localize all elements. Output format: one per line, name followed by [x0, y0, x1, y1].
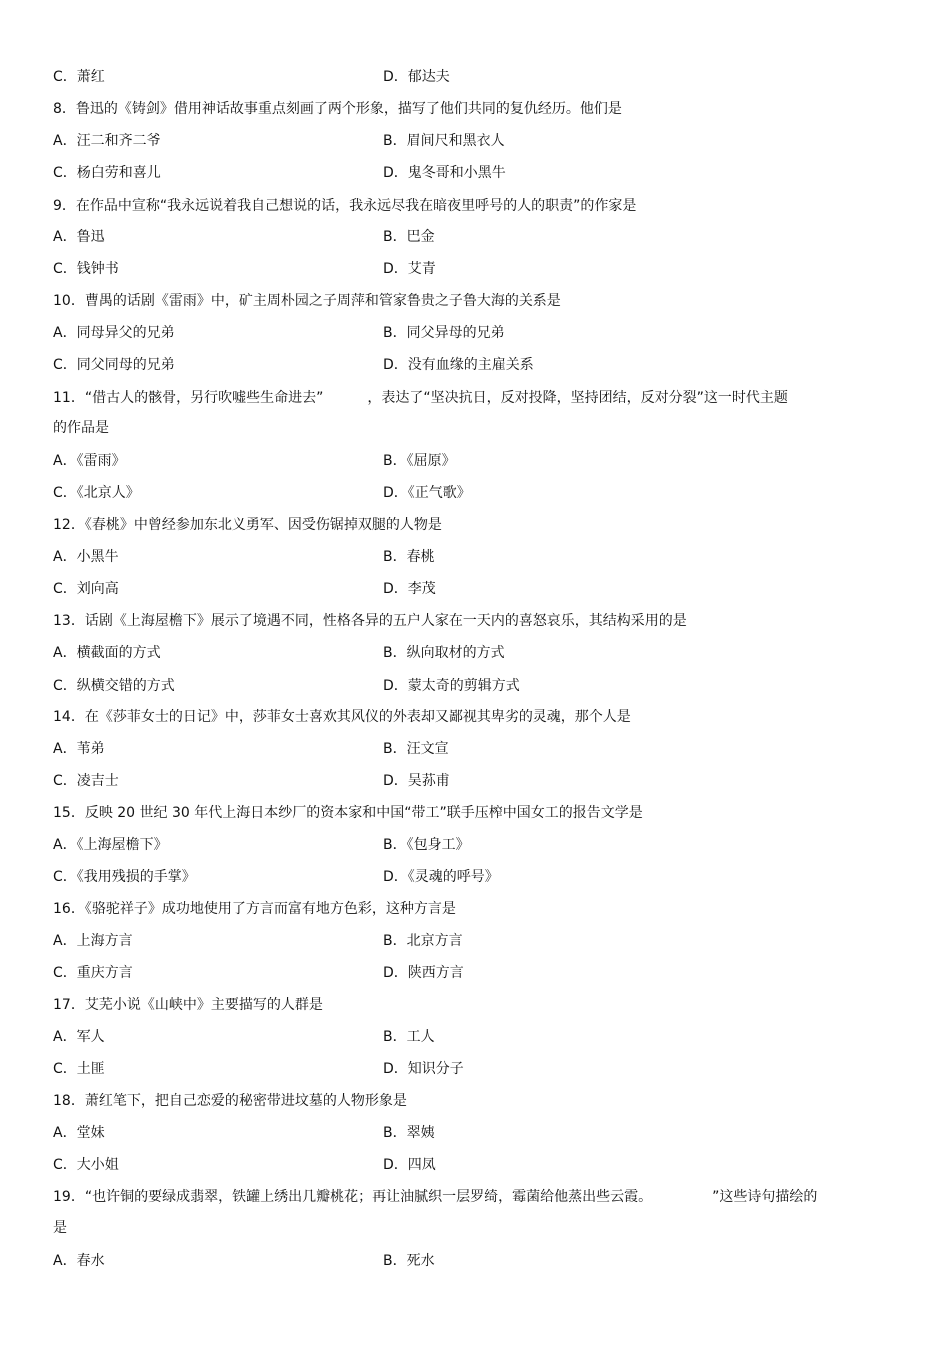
- q12-stem: 12．《春桃》中曾经参加东北义勇军、因受伤锯掉双腿的人物是: [53, 517, 442, 533]
- q14-option-b: B．汪文宣: [383, 741, 449, 757]
- q8-option-a: A．汪二和齐二爷: [53, 133, 161, 149]
- q19-option-a: A．春水: [53, 1253, 105, 1269]
- q10-option-b: B．同父异母的兄弟: [383, 325, 505, 341]
- q11-option-c: C．《北京人》: [53, 485, 140, 501]
- q9-stem: 9．在作品中宣称“我永远说着我自己想说的话，我永远尽我在暗夜里呼号的人的职责”的作家是: [53, 198, 637, 214]
- q11-stem: [53, 389, 910, 407]
- q14-stem: 14．在《莎菲女士的日记》中，莎菲女士喜欢其风仪的外表却又鄙视其卑劣的灵魂，那个人是: [53, 709, 631, 725]
- q12-option-b: B．春桃: [383, 549, 435, 565]
- q17-option-c: C．土匪: [53, 1061, 105, 1077]
- q19-stem-part2: ”这些诗句描绘的: [712, 1189, 818, 1205]
- q10-option-d: D．没有血缘的主雇关系: [383, 357, 534, 373]
- q15-option-d: D．《灵魂的呼号》: [383, 869, 499, 885]
- q15-option-a: A．《上海屋檐下》: [53, 837, 168, 853]
- q10-option-a: A．同母异父的兄弟: [53, 325, 175, 341]
- q11-option-d: D．《正气歌》: [383, 485, 471, 501]
- q8-option-b: B．眉间尺和黑衣人: [383, 133, 505, 149]
- q12-option-a: A．小黑牛: [53, 549, 119, 565]
- q14-option-c: C．凌吉士: [53, 773, 119, 789]
- q11-option-a: A．《雷雨》: [53, 453, 126, 469]
- q19-stem: [53, 1188, 910, 1206]
- q13-stem: 13．话剧《上海屋檐下》展示了境遇不同，性格各异的五户人家在一天内的喜怒哀乐，其结构采用的是: [53, 613, 687, 629]
- q9-option-a: A．鲁迅: [53, 229, 105, 245]
- q11-stem-part2: ，表达了“坚决抗日，反对投降，坚持团结，反对分裂”这一时代主题: [367, 390, 788, 406]
- q11-stem-part1: 11．“借古人的骸骨，另行吹嘘些生命进去”: [53, 390, 324, 406]
- q13-option-a: A．横截面的方式: [53, 645, 161, 661]
- q13-option-b: B．纵向取材的方式: [383, 645, 505, 661]
- q14-option-a: A．苇弟: [53, 741, 105, 757]
- q16-stem: 16．《骆驼祥子》成功地使用了方言而富有地方色彩，这种方言是: [53, 901, 456, 917]
- q7-option-d: D．郁达夫: [383, 69, 450, 85]
- q18-option-a: A．堂妹: [53, 1125, 105, 1141]
- q12-option-d: D．李茂: [383, 581, 436, 597]
- q9-option-d: D．艾青: [383, 261, 436, 277]
- q16-option-c: C．重庆方言: [53, 965, 133, 981]
- q9-option-c: C．钱钟书: [53, 261, 119, 277]
- q15-option-b: B．《包身工》: [383, 837, 470, 853]
- q18-option-c: C．大小姐: [53, 1157, 119, 1173]
- q7-option-c: C．萧红: [53, 69, 105, 85]
- q16-option-d: D．陕西方言: [383, 965, 464, 981]
- q15-stem: 15．反映 20 世纪 30 年代上海日本纱厂的资本家和中国“带工”联手压榨中国女工的报告文学是: [53, 805, 643, 821]
- q11-stem-continued: 的作品是: [53, 420, 109, 436]
- q11-option-b: B．《屈原》: [383, 453, 456, 469]
- q10-option-c: C．同父同母的兄弟: [53, 357, 175, 373]
- q17-option-b: B．工人: [383, 1029, 435, 1045]
- q17-option-d: D．知识分子: [383, 1061, 464, 1077]
- q13-option-c: C．纵横交错的方式: [53, 678, 175, 694]
- q8-option-c: C．杨白劳和喜儿: [53, 165, 161, 181]
- q9-option-b: B．巴金: [383, 229, 435, 245]
- q14-option-d: D．吴荪甫: [383, 773, 450, 789]
- q19-stem-part1: 19．“也许铜的要绿成翡翠，铁罐上绣出几瓣桃花；再让油腻织一层罗绮，霉菌给他蒸出些云霞。: [53, 1189, 653, 1205]
- q12-option-c: C．刘向高: [53, 581, 119, 597]
- q15-option-c: C．《我用残损的手掌》: [53, 869, 196, 885]
- q19-option-b: B．死水: [383, 1253, 435, 1269]
- q17-option-a: A．军人: [53, 1029, 105, 1045]
- q16-option-a: A．上海方言: [53, 933, 133, 949]
- q18-stem: 18．萧红笔下，把自己恋爱的秘密带进坟墓的人物形象是: [53, 1093, 407, 1109]
- q19-stem-continued: 是: [53, 1220, 67, 1236]
- q18-option-b: B．翠姨: [383, 1125, 435, 1141]
- q8-option-d: D．鬼冬哥和小黑牛: [383, 165, 506, 181]
- q17-stem: 17．艾芜小说《山峡中》主要描写的人群是: [53, 997, 323, 1013]
- q8-stem: 8．鲁迅的《铸剑》借用神话故事重点刻画了两个形象，描写了他们共同的复仇经历。他们是: [53, 101, 622, 117]
- q18-option-d: D．四凤: [383, 1157, 436, 1173]
- q10-stem: 10．曹禺的话剧《雷雨》中，矿主周朴园之子周萍和管家鲁贵之子鲁大海的关系是: [53, 293, 561, 309]
- q13-option-d: D．蒙太奇的剪辑方式: [383, 678, 520, 694]
- q16-option-b: B．北京方言: [383, 933, 463, 949]
